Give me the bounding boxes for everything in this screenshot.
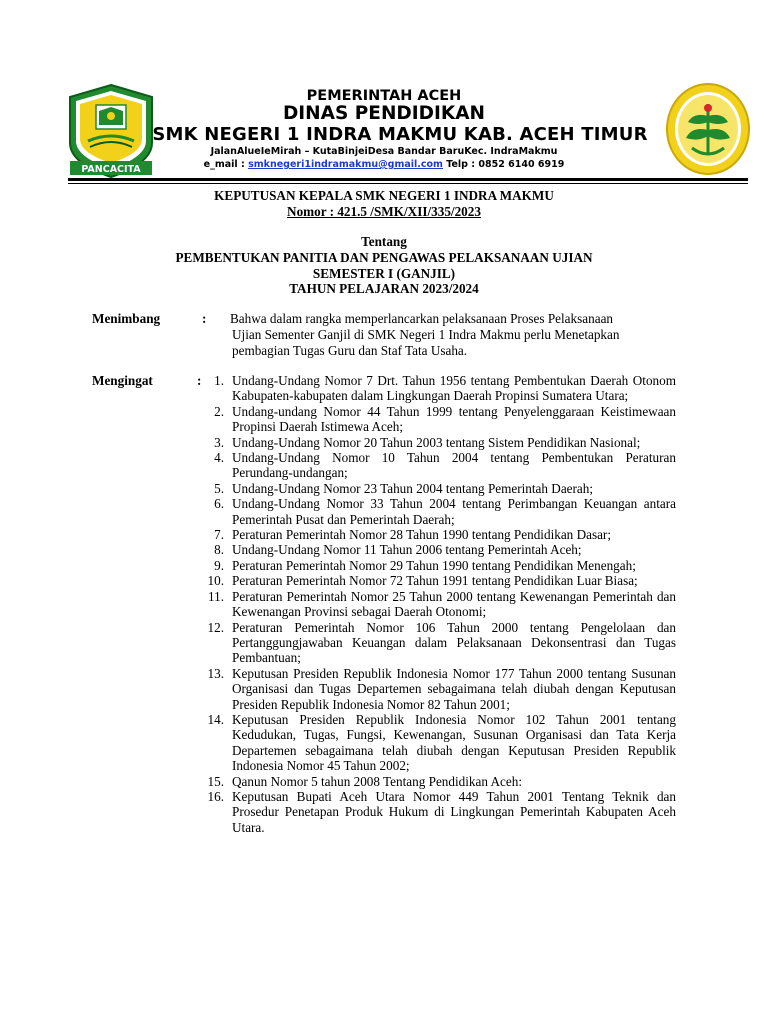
list-item-number: 2. bbox=[214, 403, 224, 419]
list-item-number: 10. bbox=[207, 573, 224, 589]
list-item bbox=[200, 450, 676, 481]
mengingat-colon: : bbox=[197, 373, 202, 388]
decree-subject-line-3: TAHUN PELAJARAN 2023/2024 bbox=[289, 281, 479, 296]
list-item bbox=[200, 666, 676, 712]
list-item-text: Undang-undang Nomor 44 Tahun 1999 tentang Penyelenggaraan Keistimewaan Propinsi Daerah Istimewa Aceh; bbox=[232, 403, 676, 435]
decree-subject-line-1: PEMBENTUKAN PANITIA DAN PENGAWAS PELAKSANAAN UJIAN bbox=[175, 250, 593, 265]
list-item bbox=[200, 373, 676, 404]
list-item-text: Peraturan Pemerintah Nomor 25 Tahun 2000 tentang Kewenangan Pemerintah dan Kewenangan Provinsi sebagai Daerah Otonomi; bbox=[232, 588, 676, 620]
list-item bbox=[200, 774, 676, 789]
list-item-number: 13. bbox=[207, 665, 224, 681]
letterhead-divider-thick bbox=[68, 178, 748, 181]
list-item bbox=[200, 589, 676, 620]
letterhead-government: PEMERINTAH ACEH bbox=[306, 88, 462, 104]
list-item-text: Qanun Nomor 5 tahun 2008 Tentang Pendidikan Aceh: bbox=[232, 773, 523, 789]
list-item-number: 16. bbox=[207, 788, 224, 804]
pancacita-logo-text: PANCACITA bbox=[81, 164, 141, 175]
list-item bbox=[200, 542, 676, 557]
menimbang-label: Menimbang bbox=[92, 311, 161, 326]
letterhead-divider-thin bbox=[68, 183, 748, 184]
list-item-number: 11. bbox=[208, 588, 224, 604]
list-item bbox=[200, 573, 676, 588]
letterhead-school-name: SMK NEGERI 1 INDRA MAKMU KAB. ACEH TIMUR bbox=[152, 124, 648, 145]
list-item-text: Keputusan Presiden Republik Indonesia Nomor 102 Tahun 2001 tentang Kedudukan, Tugas, Fungsi, Kewenangan, Susunan Organisasi dan Tata Kerja Departemen sebagaimana telah diubah dengan Keputusan Presiden Republik Indonesia Nomor 45 Tahun 2002; bbox=[232, 711, 676, 774]
list-item-number: 15. bbox=[207, 773, 224, 789]
list-item-text: Peraturan Pemerintah Nomor 28 Tahun 1990 tentang Pendidikan Dasar; bbox=[232, 527, 611, 543]
menimbang-line-2: Ujian Sementer Ganjil di SMK Negeri 1 Indra Makmu perlu Menetapkan bbox=[232, 327, 620, 342]
list-item-text: Peraturan Pemerintah Nomor 72 Tahun 1991 tentang Pendidikan Luar Biasa; bbox=[232, 573, 638, 589]
list-item-text: Undang-Undang Nomor 7 Drt. Tahun 1956 tentang Pembentukan Daerah Otonom Kabupaten-kabupaten dalam Lingkungan Daerah Propinsi Sumatera Utara; bbox=[232, 373, 676, 404]
list-item-number: 12. bbox=[207, 619, 224, 635]
list-item-text: Undang-Undang Nomor 20 Tahun 2003 tentang Sistem Pendidikan Nasional; bbox=[232, 434, 641, 450]
list-item-text: Peraturan Pemerintah Nomor 29 Tahun 1990 tentang Pendidikan Menengah; bbox=[232, 557, 636, 573]
list-item-text: Keputusan Bupati Aceh Utara Nomor 449 Tahun 2001 Tentang Teknik dan Prosedur Penetapan Produk Hukum di Lingkungan Pemerintah Kabupaten Aceh Utara. bbox=[232, 788, 676, 835]
list-item-number: 6. bbox=[214, 496, 224, 512]
list-item-number: 3. bbox=[214, 434, 224, 450]
decree-subject-line-2: SEMESTER I (GANJIL) bbox=[312, 266, 456, 281]
list-item-text: Undang-Undang Nomor 33 Tahun 2004 tentang Perimbangan Keuangan antara Pemerintah Pusat dan Pemerintah Daerah; bbox=[232, 496, 676, 527]
list-item-text: Undang-Undang Nomor 23 Tahun 2004 tentang Pemerintah Daerah; bbox=[232, 480, 594, 496]
menimbang-line-1: Bahwa dalam rangka memperlancarkan pelaksanaan Proses Pelaksanaan bbox=[230, 311, 614, 326]
list-item bbox=[200, 435, 676, 450]
list-item-text: Keputusan Presiden Republik Indonesia Nomor 177 Tahun 2000 tentang Susunan Organisasi dan Tugas Departemen sebagaimana telah diubah dengan Keputusan Presiden Republik Indonesia Nomor 82 Tahun 2001; bbox=[232, 665, 676, 712]
list-item bbox=[200, 404, 676, 435]
list-item-text: Peraturan Pemerintah Nomor 106 Tahun 2000 tentang Pengelolaan dan Pertanggungjawaban Keuangan dalam Pelaksanaan Dekonsentrasi dan Tugas Pembantuan; bbox=[232, 619, 676, 666]
phone-number: Telp : 0852 6140 6919 bbox=[442, 159, 565, 170]
list-item-number: 7. bbox=[214, 527, 224, 543]
decree-title: KEPUTUSAN KEPALA SMK NEGERI 1 INDRA MAKMU bbox=[214, 188, 554, 203]
email-label: e_mail : bbox=[203, 159, 249, 170]
list-item-number: 8. bbox=[214, 542, 224, 558]
list-item-number: 14. bbox=[207, 711, 224, 727]
list-item-number: 5. bbox=[214, 480, 224, 496]
list-item-number: 9. bbox=[214, 557, 224, 573]
decree-number: Nomor : 421.5 /SMK/XII/335/2023 bbox=[287, 204, 481, 219]
letterhead-contact bbox=[0, 159, 768, 170]
list-item-number: 1. bbox=[214, 373, 224, 388]
list-item-text: Undang-Undang Nomor 10 Tahun 2004 tentang Pembentukan Peraturan Perundang-undangan; bbox=[232, 450, 676, 481]
list-item-number: 4. bbox=[214, 450, 224, 466]
letterhead-department: DINAS PENDIDIKAN bbox=[282, 103, 486, 124]
menimbang-colon: : bbox=[202, 311, 207, 326]
decree-about: Tentang bbox=[361, 234, 407, 249]
list-item bbox=[200, 789, 676, 835]
list-item bbox=[200, 527, 676, 542]
list-item bbox=[200, 558, 676, 573]
menimbang-line-3: pembagian Tugas Guru dan Staf Tata Usaha. bbox=[232, 343, 468, 358]
list-item bbox=[200, 712, 676, 774]
email-link[interactable]: smknegeri1indramakmu@gmail.com bbox=[248, 159, 443, 170]
mengingat-list bbox=[200, 373, 676, 835]
list-item bbox=[200, 496, 676, 527]
list-item-text: Undang-Undang Nomor 11 Tahun 2006 tentang Pemerintah Aceh; bbox=[232, 542, 582, 558]
list-item bbox=[200, 481, 676, 496]
list-item bbox=[200, 620, 676, 666]
letterhead-address: JalanAlueIeMirah – KutaBinjeiDesa Bandar BaruKec. IndraMakmu bbox=[210, 146, 558, 157]
mengingat-label: Mengingat bbox=[92, 373, 153, 388]
